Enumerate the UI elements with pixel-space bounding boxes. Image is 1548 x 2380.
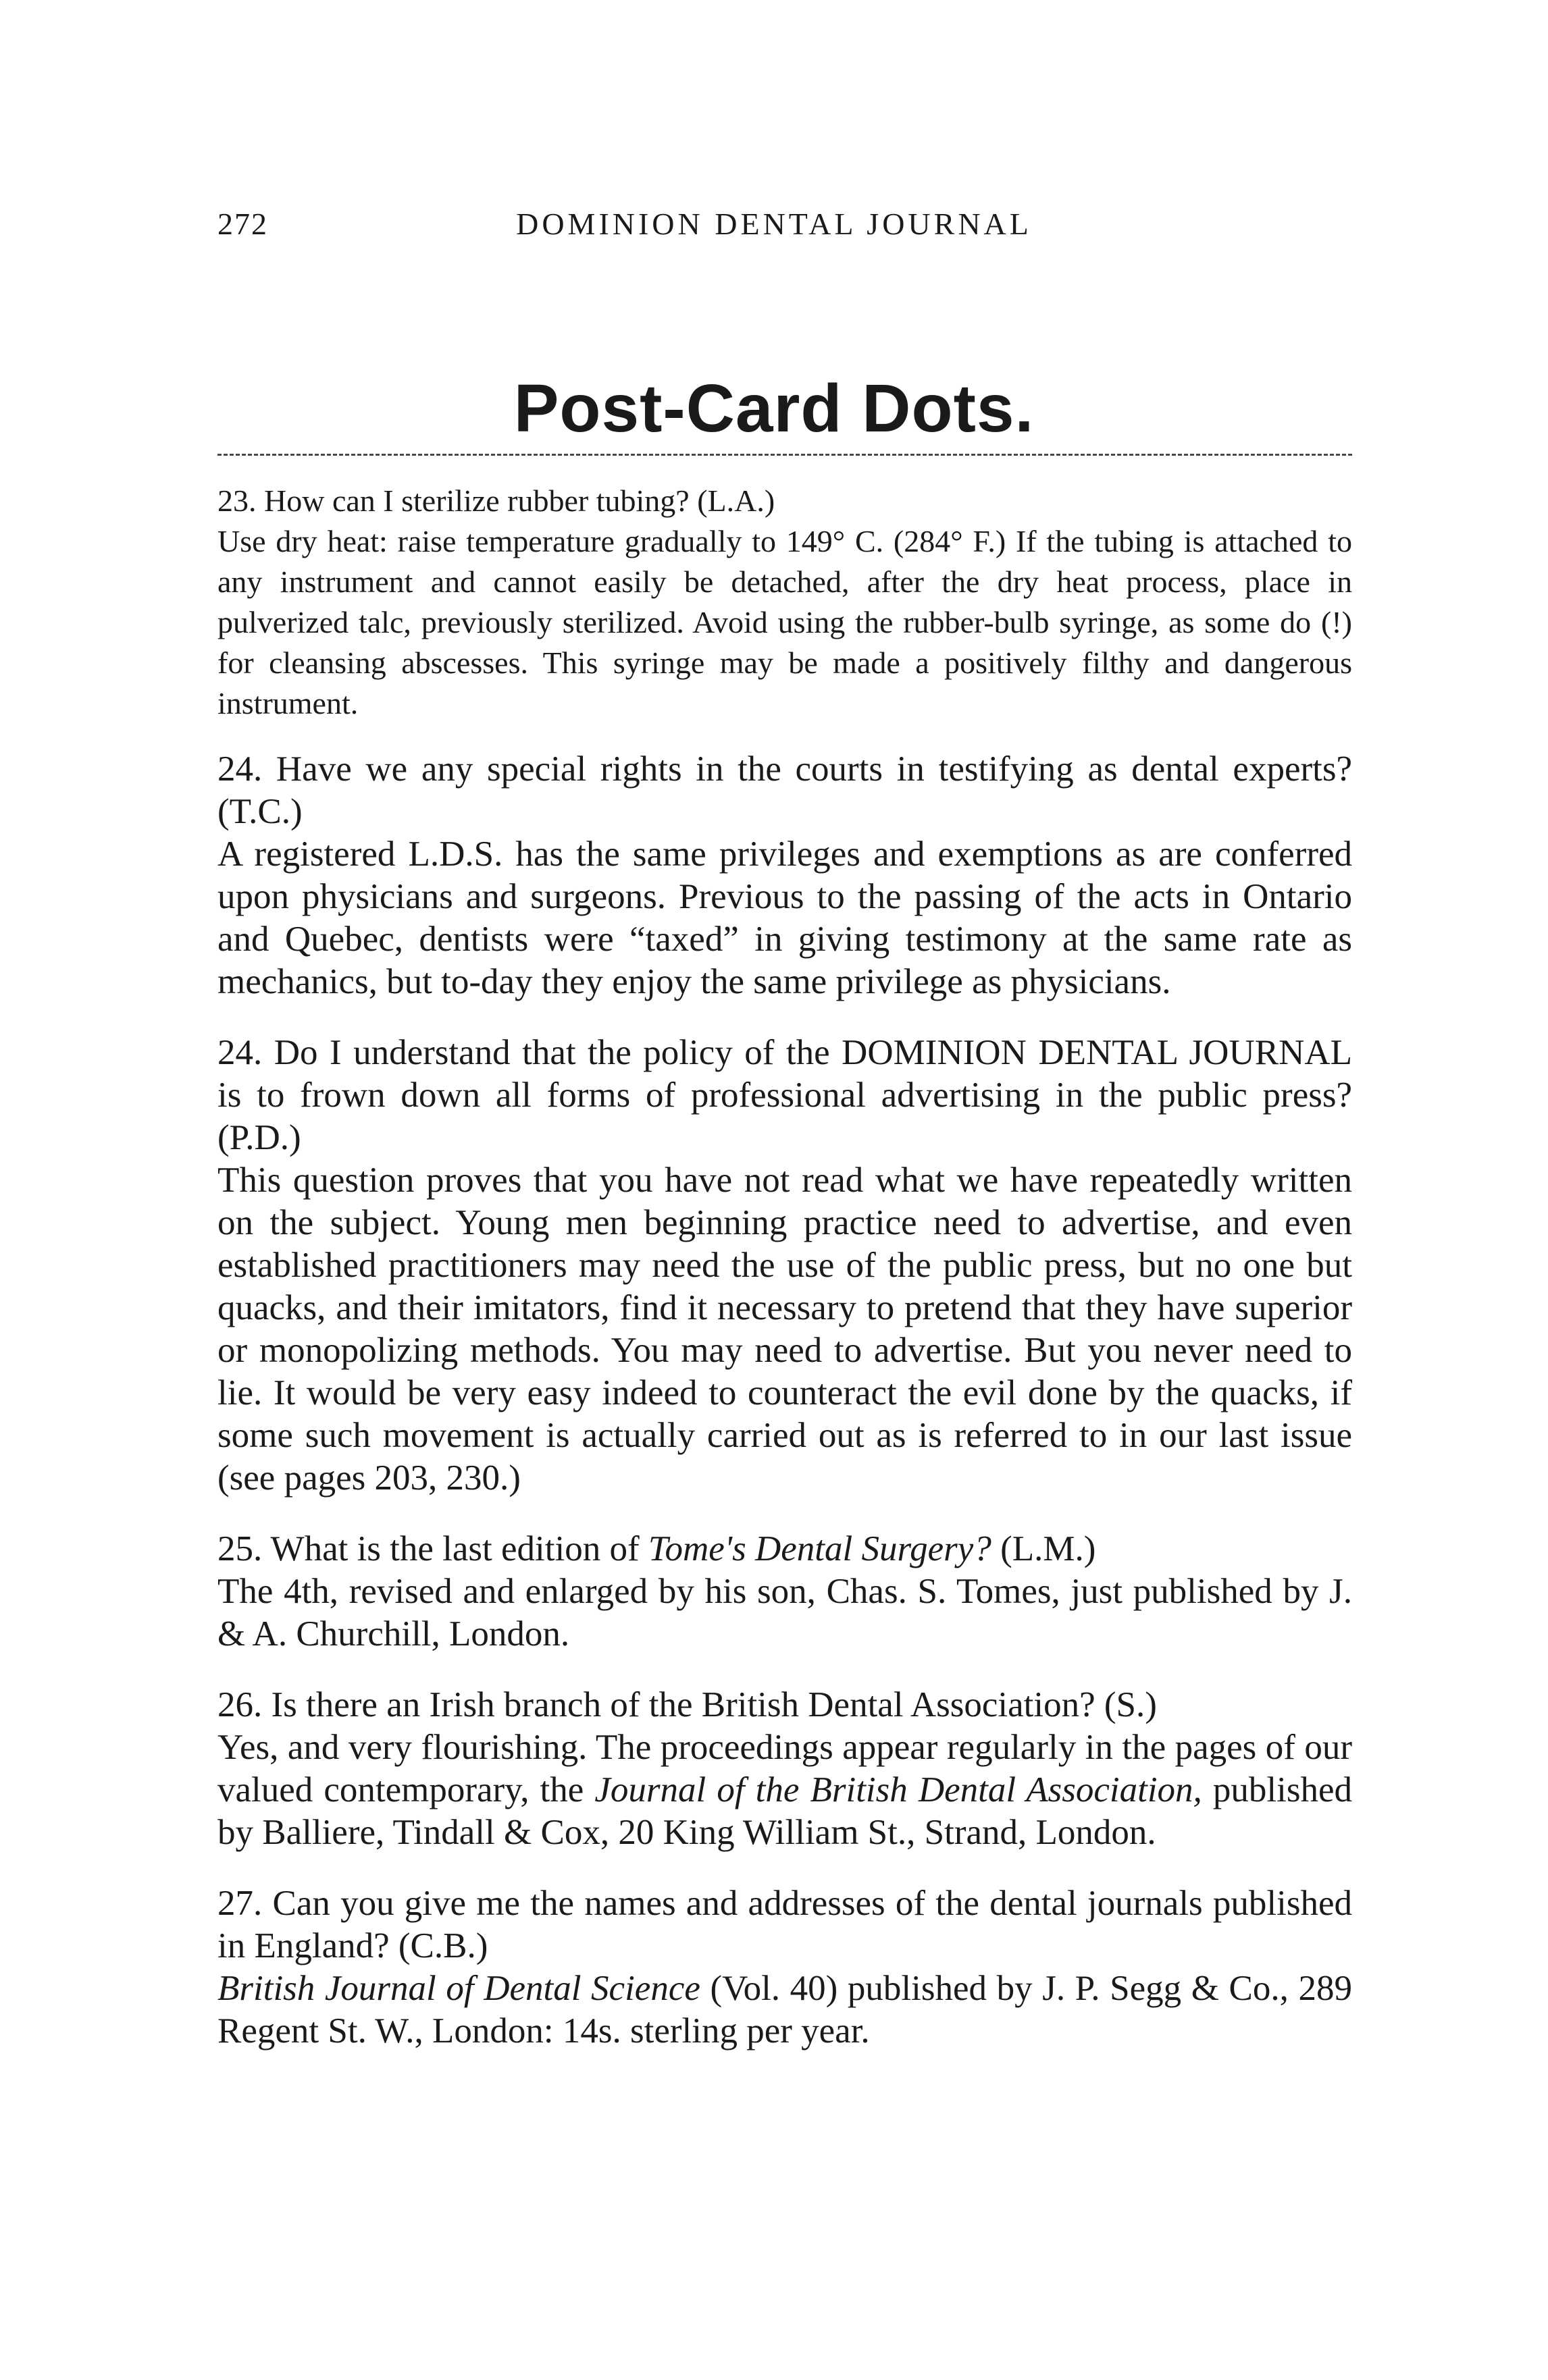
running-head: DOMINION DENTAL JOURNAL: [516, 207, 1032, 241]
question-27: 27. Can you give me the names and addresses of the dental journals published in England? (C.B.): [217, 1884, 1352, 1965]
answer-26-prefix: Yes, and very flourishing. The proceedings appear regularly in the pages of our valued contemporary, the: [217, 1728, 1352, 1809]
question-24b: 24. Do I understand that the policy of the DOMINION DENTAL JOURNAL is to frown down all forms of professional advertising in the public press? (P.D.): [217, 1033, 1352, 1157]
question-24a: 24. Have we any special rights in the courts in testifying as dental experts? (T.C.): [217, 749, 1352, 831]
answer-26-suffix: published by Balliere, Tindall & Cox, 20 King William St., Strand, London.: [217, 1770, 1352, 1852]
title-divider: [217, 454, 1352, 456]
section-title: Post-Card Dots.: [513, 371, 1035, 446]
answer-27-title: British Journal of Dental Science: [217, 1969, 700, 2008]
answer-27: [217, 1967, 1352, 2053]
question-25-prefix: 25. What is the last edition of: [217, 1529, 648, 1568]
entry-27: [217, 1882, 1352, 2053]
entry-24a: [217, 748, 1352, 1003]
question-25: [217, 1528, 1352, 1570]
article-body: [217, 481, 1352, 2053]
answer-23: Use dry heat: raise temperature gradually to 149° C. (284° F.) If the tubing is attached to any instrument and cannot easily be detached, after the dry heat process, place in pulverized talc, previously sterilized. Avoid using the rubber-bulb syringe, as some do (!) for cleansing abscesses. This syringe may be made a positively filthy and dangerous instrument.: [217, 524, 1352, 720]
answer-26-title: Journal of the British Dental Association,: [594, 1770, 1202, 1809]
question-25-title: Tome's Dental Surgery?: [648, 1529, 991, 1568]
question-23: 23. How can I sterilize rubber tubing? (L.A.): [217, 483, 775, 518]
entry-26: [217, 1684, 1352, 1854]
entry-24b: [217, 1032, 1352, 1500]
answer-24a: A registered L.D.S. has the same privileges and exemptions as are conferred upon physicians and surgeons. Previous to the passing of the acts in Ontario and Quebec, dentists were “taxed” in giving testimony at the same rate as mechanics, but to-day they enjoy the same privilege as physicians.: [217, 835, 1352, 1001]
answer-26: [217, 1726, 1352, 1854]
entry-23: [217, 481, 1352, 724]
answer-24b: This question proves that you have not read what we have repeatedly written on the subject. Young men beginning practice need to advertise, and even established practitioners may need the use of the public press, but no one but quacks, and their imitators, find it necessary to pretend that they have superior or monopolizing methods. You may need to advertise. But you never need to lie. It would be very easy indeed to counteract the evil done by the quacks, if some such movement is actually carried out as is referred to in our last issue (see pages 203, 230.): [217, 1161, 1352, 1498]
answer-25: The 4th, revised and enlarged by his son, Chas. S. Tomes, just published by J. & A. Churchill, London.: [217, 1572, 1352, 1654]
question-25-suffix: (L.M.): [991, 1529, 1096, 1568]
answer-27-suffix: (Vol. 40) published by J. P. Segg & Co., 289 Regent St. W., London: 14s. sterling per year.: [217, 1969, 1352, 2051]
page-number: 272: [217, 207, 268, 241]
question-26: 26. Is there an Irish branch of the British Dental Association? (S.): [217, 1685, 1157, 1724]
entry-25: [217, 1528, 1352, 1656]
page-header: [0, 206, 1548, 246]
